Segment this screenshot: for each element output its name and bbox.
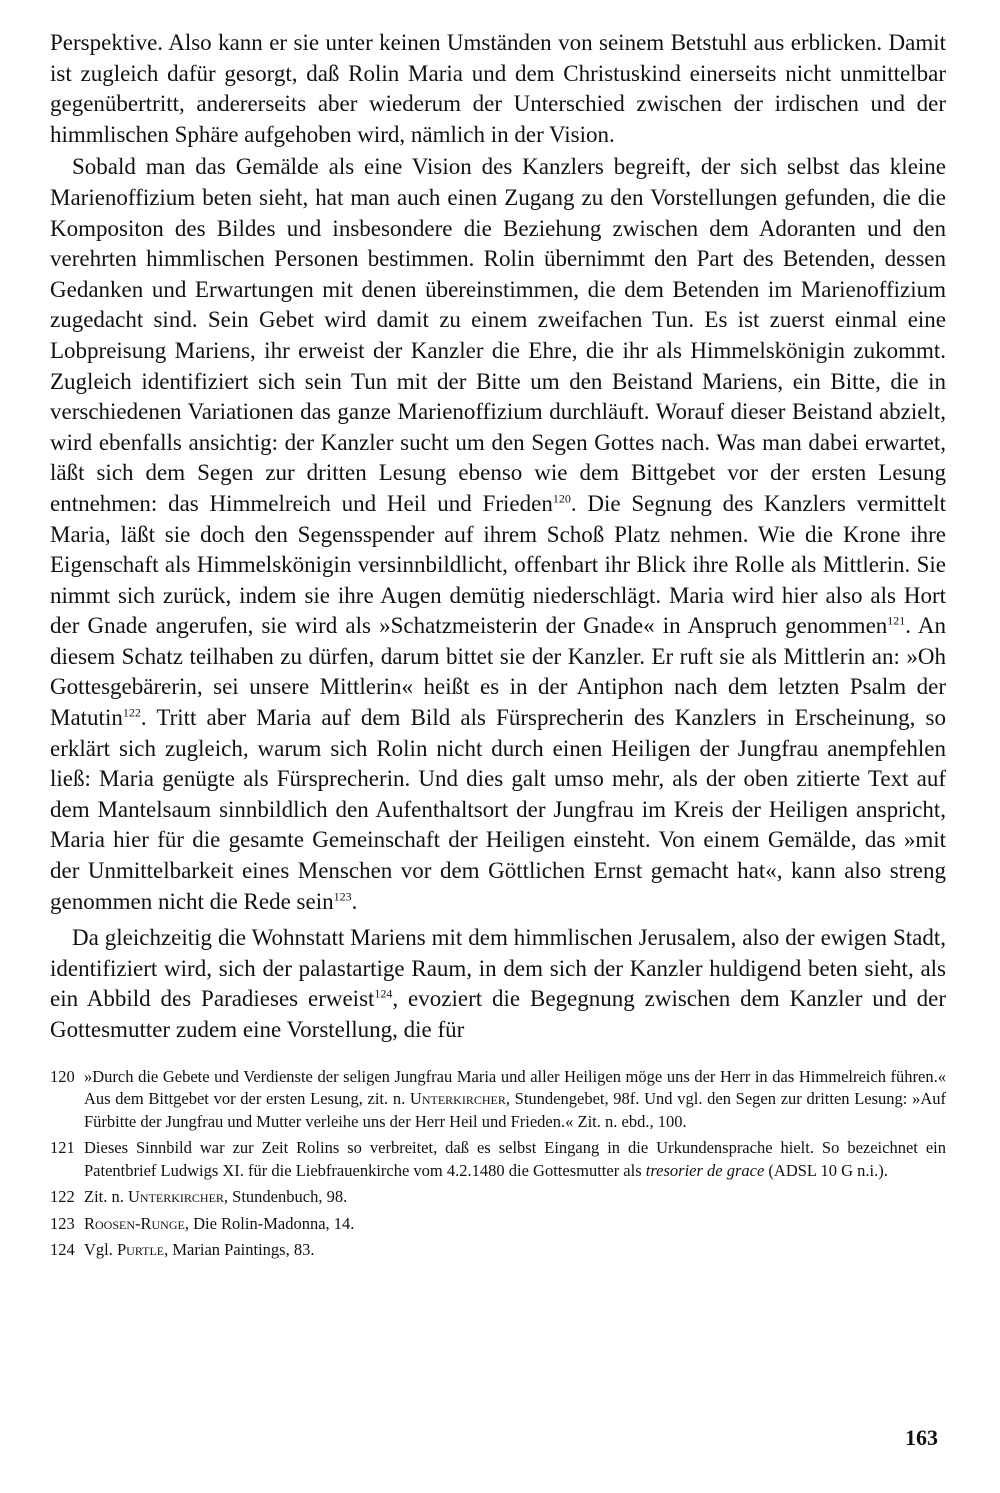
paragraph-3 [50, 923, 946, 1045]
paragraph-2-text-c: . An diesem Schatz teilhaben zu dürfen, darum bittet sie der Kanzler. Er ruft sie als Mittlerin an: »Oh Gottesgebärerin, sei unsere Mittlerin« heißt es in der Antiphon nach dem letzten Psalm der Matutin [50, 613, 946, 731]
footnote-122 [50, 1186, 946, 1209]
author-name: Unterkircher [128, 1187, 224, 1207]
footnote-number: 121 [50, 1138, 75, 1158]
footnote-text-b: , Marian Paintings, 83. [164, 1240, 315, 1260]
footnote-text-b: , Stundenbuch, 98. [223, 1187, 348, 1207]
footnote-number: 120 [50, 1066, 75, 1086]
paragraph-2 [50, 152, 946, 917]
footnote-ref-124[interactable]: 124 [374, 986, 393, 1001]
paragraph-2-text-a: Sobald man das Gemälde als eine Vision des Kanzlers begreift, der sich selbst das kleine Marienoffizium beten sieht, hat man auch einen Zugang zu den Vorstellungen gefunden, die die Kompositon des Bildes und insbesondere die Beziehung zwischen dem Adoranten und den verehrten himmlischen Personen bestimmen. Rolin übernimmt den Part des Betenden, dessen Gedanken und Erwartungen mit denen übereinstimmen, die dem Betenden im Marienoffizium zugedacht sind. Sein Gebet wird damit zu einem zweifachen Tun. Es ist zuerst einmal eine Lobpreisung Mariens, ihr erweist der Kanzler die Ehre, die ihr als Himmelskönigin zukommt. Zugleich identifiziert sich sein Tun mit der Bitte um den Beistand Mariens, ein Bitte, die in verschiedenen Variationen das ganze Marienoffizium durchläuft. Worauf dieser Beistand abzielt, wird ebenfalls ansichtig: der Kanzler sucht um den Segen Gottes nach. Was man dabei erwartet, läßt sich dem Segen zur dritten Lesung ebenso wie dem Bittgebet vor der ersten Lesung entnehmen: das Himmelreich und Heil und Frieden [50, 154, 946, 516]
footnote-text-b: , Die Rolin-Madonna, 14. [184, 1213, 355, 1233]
footnote-ref-123[interactable]: 123 [333, 888, 352, 903]
footnote-121 [50, 1137, 946, 1182]
footnote-text-b: (ADSL 10 G n.i.). [764, 1160, 888, 1180]
paragraph-3-text-b: , evoziert die Begegnung zwischen dem Kanzler und der Gottesmutter zudem eine Vorstellung, die für [50, 986, 947, 1042]
book-page [50, 28, 946, 1266]
footnote-number: 122 [50, 1187, 75, 1207]
page-number: 163 [905, 1425, 938, 1450]
footnote-text [84, 1186, 946, 1209]
main-text [50, 28, 946, 1046]
footnote-text-a: Vgl. [84, 1240, 117, 1260]
paragraph-2-text-b: . Die Segnung des Kanzlers vermittelt Maria, läßt sie doch den Segensspender auf ihrem Schoß Platz nehmen. Wie die Krone ihre Eigenschaft als Himmelskönigin versinnbildlicht, offenbart ihr Blick ihre Rolle als Mittlerin. Sie nimmt sich zurück, indem sie ihre Augen demütig niederschlägt. Maria wird hier also als Hort der Gnade angerufen, sie wird als »Schatzmeisterin der Gnade« in Anspruch genommen [50, 490, 946, 639]
footnote-ref-122[interactable]: 122 [122, 705, 141, 720]
footnote-120 [50, 1066, 946, 1134]
author-name: Unterkircher [409, 1089, 506, 1109]
footnote-text [84, 1239, 946, 1262]
footnote-text-a: Dieses Sinnbild war zur Zeit Rolins so verbreitet, daß es selbst Eingang in die Urkundensprache hielt. So bezeichnet ein Patentbrief Ludwigs XI. für die Liebfrauenkirche vom 4.2.1480 die Gottesmutter als [84, 1138, 946, 1180]
footnote-ref-121[interactable]: 121 [887, 613, 906, 628]
paragraph-2-text-e: . [351, 888, 358, 914]
footnote-number: 124 [50, 1240, 75, 1260]
paragraph-3-text-a: Da gleichzeitig die Wohnstatt Mariens mit dem himmlischen Jerusalem, also der ewigen Stadt, identifiziert wird, sich der palastartige Raum, in dem sich der Kanzler huldigend beten sieht, als ein Abbild des Paradieses erweist [50, 925, 946, 1012]
footnote-text-a: Zit. n. [84, 1187, 128, 1207]
footnotes [50, 1066, 946, 1262]
footnote-ref-120[interactable]: 120 [552, 491, 571, 506]
footnote-text [84, 1137, 946, 1182]
paragraph-1: Perspektive. Also kann er sie unter keinen Umständen von seinem Betstuhl aus erblicken. Damit ist zugleich dafür gesorgt, daß Rolin Maria und dem Christuskind einerseits nicht unmittelbar gegenübertritt, andererseits aber wiederum der Unterschied zwischen der irdischen und der himmlischen Sphäre aufgehoben wird, nämlich in der Vision. [50, 30, 946, 147]
paragraph-2-text-d: . Tritt aber Maria auf dem Bild als Fürsprecherin des Kanzlers in Erscheinung, so erklärt sich zugleich, warum sich Rolin nicht durch einen Heiligen der Jungfrau anempfehlen ließ: Maria genügte als Fürsprecherin. Und dies galt umso mehr, als der oben zitierte Text auf dem Mantelsaum sinnbildlich den Aufenthaltsort der Jungfrau im Kreis der Heiligen anspricht, Maria hier für die gesamte Gemeinschaft der Heiligen einsteht. Von einem Gemälde, das »mit der Unmittelbarkeit eines Menschen vor dem Göttlichen Ernst gemacht hat«, kann also streng genommen nicht die Rede sein [50, 705, 946, 914]
footnote-text-b: , Stundengebet, 98f. Und vgl. den Segen zur dritten Lesung: »Auf Fürbitte der Jungfrau und Mutter verleihe uns der Herr Heil und Frieden.« Zit. n. ebd., 100. [84, 1089, 946, 1131]
footnote-124 [50, 1239, 946, 1262]
author-name: Roosen-Runge [84, 1213, 185, 1233]
italic-term: tresorier de grace [645, 1160, 765, 1180]
footnote-123 [50, 1213, 946, 1236]
author-name: Purtle [117, 1240, 165, 1260]
footnote-number: 123 [50, 1213, 75, 1233]
footnote-text [84, 1213, 946, 1236]
footnote-text-a: »Durch die Gebete und Verdienste der seligen Jungfrau Maria und aller Heiligen möge uns der Herr in das Himmelreich führen.« Aus dem Bittgebet vor der ersten Lesung, zit. n. [84, 1066, 946, 1109]
footnote-text [84, 1066, 946, 1134]
